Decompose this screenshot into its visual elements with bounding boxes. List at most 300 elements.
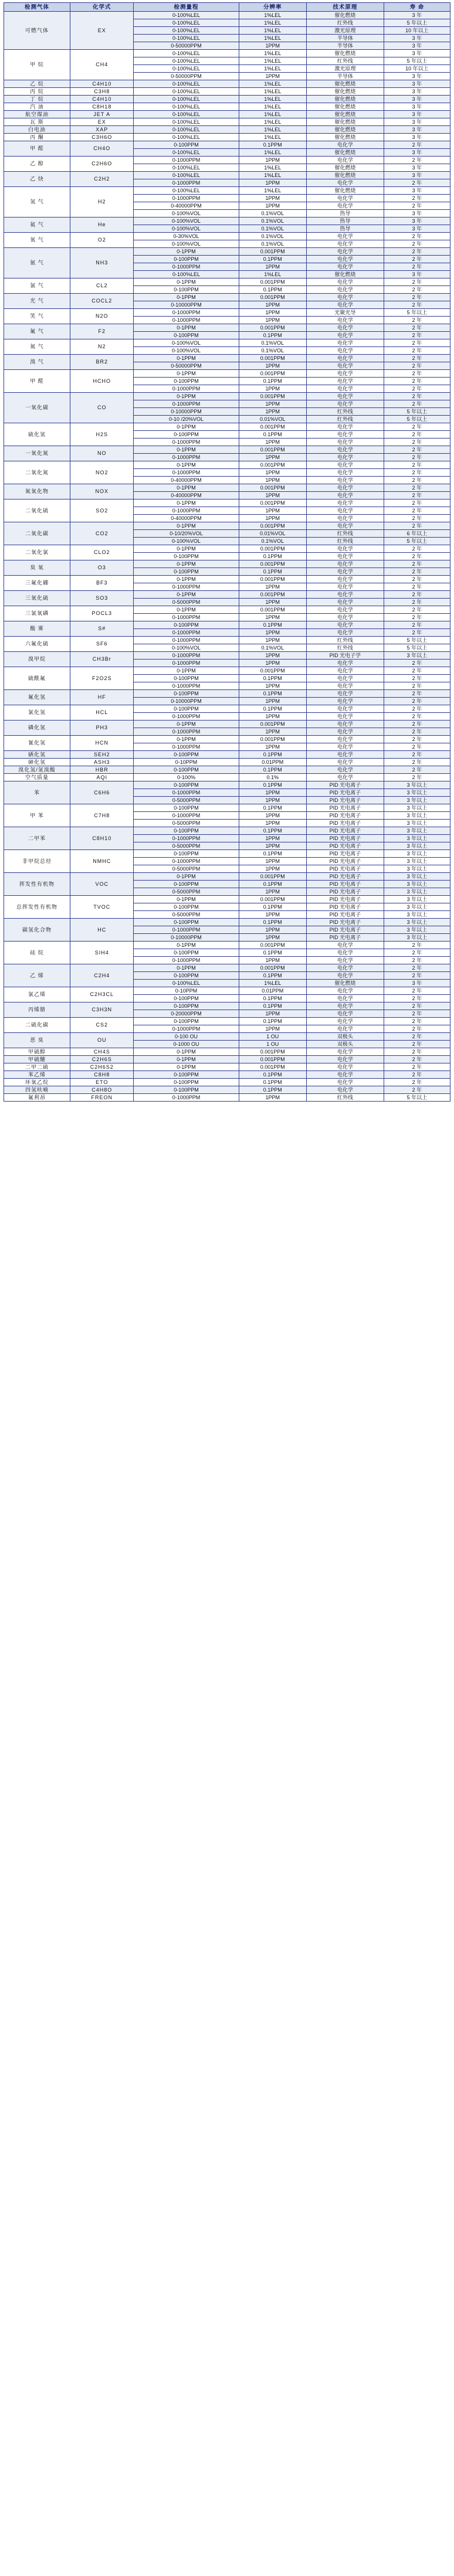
cell-gas-name: 白电油 (4, 126, 70, 134)
cell-detection-range: 0-40000PPM (134, 515, 239, 522)
cell-lifetime: 2 年 (384, 179, 450, 187)
cell-technology: 电化学 (306, 682, 384, 690)
cell-detection-range: 0-100%LEL (134, 126, 239, 134)
table-row (4, 233, 450, 240)
cell-detection-range: 0-1000PPM (134, 1025, 239, 1033)
cell-resolution: 1PPM (239, 835, 306, 842)
cell-chemical-formula: SEH2 (70, 751, 134, 759)
cell-resolution: 1PPM (239, 858, 306, 865)
cell-lifetime: 2 年 (384, 240, 450, 248)
cell-chemical-formula: CH4 (70, 50, 134, 80)
cell-technology: 电化学 (306, 256, 384, 263)
cell-lifetime: 2 年 (384, 728, 450, 736)
cell-lifetime: 5 年以上 (384, 637, 450, 644)
cell-detection-range: 0-100PPM (134, 621, 239, 629)
cell-resolution: 0.1PPM (239, 881, 306, 888)
cell-detection-range: 0-20000PPM (134, 1010, 239, 1018)
cell-technology: 电化学 (306, 522, 384, 530)
cell-resolution: 1PPM (239, 842, 306, 850)
cell-technology: PID 光电离子 (306, 804, 384, 812)
cell-chemical-formula: CO2 (70, 522, 134, 545)
cell-resolution: 1PPM (239, 362, 306, 370)
cell-technology: 电化学 (306, 629, 384, 637)
cell-technology: 电化学 (306, 141, 384, 149)
cell-detection-range: 0-1PPM (134, 278, 239, 286)
cell-detection-range: 0-100PPM (134, 378, 239, 385)
cell-lifetime: 3 年 (384, 73, 450, 80)
cell-detection-range: 0-100%LEL (134, 187, 239, 195)
cell-lifetime: 3 年以上 (384, 652, 450, 660)
cell-technology: 电化学 (306, 378, 384, 385)
cell-lifetime: 2 年 (384, 339, 450, 347)
cell-chemical-formula: C3H3N (70, 1002, 134, 1018)
table-row (4, 1063, 450, 1071)
cell-technology: 电化学 (306, 1071, 384, 1079)
cell-resolution: 0.001PPM (239, 324, 306, 332)
cell-technology: PID 光电离子 (306, 850, 384, 858)
cell-detection-range: 0-100PPM (134, 766, 239, 774)
cell-chemical-formula: NO2 (70, 461, 134, 484)
table-row (4, 621, 450, 629)
table-row (4, 690, 450, 698)
table-row (4, 522, 450, 530)
cell-resolution: 0.001PPM (239, 294, 306, 301)
cell-technology: 催化燃烧 (306, 50, 384, 57)
cell-technology: 电化学 (306, 728, 384, 736)
cell-detection-range: 0-1000PPM (134, 583, 239, 591)
cell-detection-range: 0-100%VOL (134, 218, 239, 225)
cell-technology: 电化学 (306, 157, 384, 164)
cell-gas-name: 环氧乙烷 (4, 1079, 70, 1086)
cell-lifetime: 2 年 (384, 385, 450, 393)
cell-detection-range: 0-1000PPM (134, 660, 239, 667)
cell-lifetime: 2 年 (384, 972, 450, 980)
cell-detection-range: 0-100%LEL (134, 65, 239, 73)
cell-resolution: 1PPM (239, 652, 306, 660)
cell-lifetime: 2 年 (384, 995, 450, 1002)
cell-resolution: 0.1PPM (239, 286, 306, 294)
cell-technology: 催化燃烧 (306, 980, 384, 987)
cell-gas-name: 氨 气 (4, 248, 70, 278)
cell-technology: 电化学 (306, 301, 384, 309)
cell-chemical-formula: HBR (70, 766, 134, 774)
cell-technology: 电化学 (306, 599, 384, 606)
table-row (4, 545, 450, 553)
cell-lifetime: 3 年以上 (384, 919, 450, 926)
cell-technology: 电化学 (306, 515, 384, 522)
cell-gas-name: 二氧化硫 (4, 499, 70, 522)
cell-lifetime: 2 年 (384, 675, 450, 682)
table-row (4, 461, 450, 469)
cell-chemical-formula: VOC (70, 873, 134, 896)
col-header-range: 检测量程 (134, 3, 239, 12)
cell-lifetime: 3 年以上 (384, 934, 450, 942)
cell-resolution: 1PPM (239, 202, 306, 210)
cell-resolution: 0.001PPM (239, 1048, 306, 1056)
table-row (4, 721, 450, 728)
cell-detection-range: 0-1000PPM (134, 629, 239, 637)
cell-detection-range: 0-1000PPM (134, 835, 239, 842)
cell-lifetime: 2 年 (384, 423, 450, 431)
table-row (4, 759, 450, 766)
cell-technology: PID 光电离子 (306, 919, 384, 926)
cell-gas-name: 甲 醛 (4, 370, 70, 393)
cell-lifetime: 2 年 (384, 324, 450, 332)
cell-technology: 催化燃烧 (306, 96, 384, 103)
cell-technology: 电化学 (306, 499, 384, 507)
cell-resolution: 0.1%VOL (239, 233, 306, 240)
cell-technology: 电化学 (306, 660, 384, 667)
cell-detection-range: 0-100%LEL (134, 271, 239, 278)
cell-resolution: 1%LEL (239, 12, 306, 19)
cell-chemical-formula: C6H6 (70, 781, 134, 804)
cell-technology: 电化学 (306, 385, 384, 393)
cell-detection-range: 0-1PPM (134, 560, 239, 568)
cell-lifetime: 2 年 (384, 1002, 450, 1010)
cell-detection-range: 0-40000PPM (134, 202, 239, 210)
cell-lifetime: 2 年 (384, 286, 450, 294)
cell-lifetime: 3 年 (384, 80, 450, 88)
cell-technology: 电化学 (306, 1018, 384, 1025)
cell-gas-name: 二甲苯 (4, 827, 70, 850)
cell-resolution: 0.001PPM (239, 576, 306, 583)
cell-gas-name: 一氧化碳 (4, 393, 70, 423)
cell-chemical-formula: HCHO (70, 370, 134, 393)
cell-resolution: 0.1PPM (239, 378, 306, 385)
cell-lifetime: 3 年以上 (384, 842, 450, 850)
cell-detection-range: 0-1PPM (134, 591, 239, 599)
cell-chemical-formula: TVOC (70, 896, 134, 919)
cell-gas-name: 瓦 斯 (4, 118, 70, 126)
cell-technology: PID 光电离子 (306, 781, 384, 789)
cell-resolution: 1PPM (239, 888, 306, 896)
cell-resolution: 0.1PPM (239, 919, 306, 926)
cell-technology: 半导体 (306, 73, 384, 80)
cell-lifetime: 3 年 (384, 50, 450, 57)
cell-lifetime: 2 年 (384, 660, 450, 667)
table-row (4, 896, 450, 903)
cell-gas-name: 甲 醛 (4, 141, 70, 157)
cell-lifetime: 2 年 (384, 583, 450, 591)
cell-lifetime: 2 年 (384, 759, 450, 766)
cell-lifetime: 2 年 (384, 942, 450, 949)
cell-lifetime: 2 年 (384, 1056, 450, 1063)
cell-technology: 电化学 (306, 766, 384, 774)
cell-chemical-formula: C2H6S2 (70, 1063, 134, 1071)
cell-detection-range: 0-10PPM (134, 759, 239, 766)
cell-chemical-formula: HF (70, 690, 134, 705)
cell-gas-name: 光 气 (4, 294, 70, 309)
cell-resolution: 1%LEL (239, 134, 306, 141)
cell-technology: 电化学 (306, 362, 384, 370)
table-row (4, 705, 450, 713)
cell-lifetime: 5 年以上 (384, 644, 450, 652)
cell-detection-range: 0-100PPM (134, 827, 239, 835)
table-row (4, 141, 450, 149)
table-row (4, 111, 450, 118)
cell-lifetime: 2 年 (384, 317, 450, 324)
cell-gas-name: 空气质量 (4, 774, 70, 781)
cell-detection-range: 0-100PPM (134, 1002, 239, 1010)
cell-resolution: 1PPM (239, 957, 306, 964)
cell-technology: PID 光电离子 (306, 896, 384, 903)
table-body (4, 12, 450, 1102)
cell-resolution: 1%LEL (239, 96, 306, 103)
cell-technology: 电化学 (306, 721, 384, 728)
cell-lifetime: 3 年 (384, 134, 450, 141)
cell-resolution: 0.001PPM (239, 370, 306, 378)
table-row (4, 484, 450, 492)
cell-technology: 电化学 (306, 355, 384, 362)
cell-lifetime: 2 年 (384, 256, 450, 263)
table-row (4, 987, 450, 995)
cell-gas-name: 可燃气体 (4, 12, 70, 50)
cell-detection-range: 0-1000PPM (134, 957, 239, 964)
table-row (4, 134, 450, 141)
cell-detection-range: 0-1PPM (134, 370, 239, 378)
cell-lifetime: 2 年 (384, 278, 450, 286)
cell-gas-name: 溴化氢/氢溴酸 (4, 766, 70, 774)
cell-technology: 电化学 (306, 400, 384, 408)
cell-lifetime: 2 年 (384, 774, 450, 781)
cell-technology: 双极头 (306, 1041, 384, 1048)
cell-lifetime: 2 年 (384, 461, 450, 469)
cell-lifetime: 2 年 (384, 301, 450, 309)
cell-technology: 催化燃烧 (306, 88, 384, 96)
cell-technology: PID 光电子学 (306, 652, 384, 660)
cell-lifetime: 3 年 (384, 187, 450, 195)
cell-chemical-formula: C8H8 (70, 1071, 134, 1079)
cell-technology: 电化学 (306, 202, 384, 210)
cell-detection-range: 0-10PPM (134, 987, 239, 995)
cell-detection-range: 0-100PPM (134, 1071, 239, 1079)
cell-detection-range: 0-100PPM (134, 1018, 239, 1025)
table-row (4, 172, 450, 179)
table-row (4, 12, 450, 19)
cell-lifetime: 2 年 (384, 682, 450, 690)
cell-lifetime: 2 年 (384, 1010, 450, 1018)
cell-gas-name: 氢 气 (4, 187, 70, 218)
cell-gas-name: 氦 气 (4, 218, 70, 233)
cell-detection-range: 0-100%LEL (134, 80, 239, 88)
cell-resolution: 1PPM (239, 934, 306, 942)
cell-detection-range: 0-50000PPM (134, 42, 239, 50)
table-row (4, 1056, 450, 1063)
cell-resolution: 0.001PPM (239, 560, 306, 568)
cell-detection-range: 0-100%LEL (134, 50, 239, 57)
cell-detection-range: 0-100PPM (134, 850, 239, 858)
cell-lifetime: 5 年以上 (384, 309, 450, 317)
cell-resolution: 1PPM (239, 1010, 306, 1018)
cell-resolution: 0.1PPM (239, 1002, 306, 1010)
cell-technology: PID 光电离子 (306, 835, 384, 842)
cell-lifetime: 2 年 (384, 766, 450, 774)
cell-lifetime: 2 年 (384, 400, 450, 408)
cell-chemical-formula: N2O (70, 309, 134, 324)
cell-gas-name: 苯 (4, 781, 70, 804)
cell-detection-range: 0-1PPM (134, 324, 239, 332)
cell-detection-range: 0-100PPM (134, 141, 239, 149)
cell-gas-name: 氟 气 (4, 324, 70, 339)
cell-resolution: 1PPM (239, 309, 306, 317)
cell-technology: 电化学 (306, 751, 384, 759)
cell-lifetime: 3 年以上 (384, 850, 450, 858)
cell-technology: 电化学 (306, 1048, 384, 1056)
cell-lifetime: 3 年以上 (384, 865, 450, 873)
cell-resolution: 0.1%VOL (239, 240, 306, 248)
cell-lifetime: 2 年 (384, 141, 450, 149)
cell-resolution: 1%LEL (239, 80, 306, 88)
table-row (4, 1071, 450, 1079)
cell-chemical-formula: EX (70, 118, 134, 126)
cell-lifetime: 2 年 (384, 263, 450, 271)
cell-resolution: 1PPM (239, 301, 306, 309)
cell-gas-name: 溴 气 (4, 355, 70, 370)
cell-resolution: 1%LEL (239, 149, 306, 157)
cell-resolution: 0.001PPM (239, 545, 306, 553)
cell-lifetime: 2 年 (384, 1018, 450, 1025)
cell-technology: 电化学 (306, 469, 384, 477)
table-row (4, 370, 450, 378)
cell-resolution: 1PPM (239, 614, 306, 621)
cell-gas-name: 氧 气 (4, 233, 70, 248)
cell-technology: 电化学 (306, 179, 384, 187)
cell-detection-range: 0-40000PPM (134, 477, 239, 484)
table-row (4, 850, 450, 858)
cell-detection-range: 0-100 OU (134, 1033, 239, 1041)
cell-detection-range: 0-100%LEL (134, 164, 239, 172)
cell-lifetime: 2 年 (384, 1033, 450, 1041)
cell-resolution: 0.001PPM (239, 461, 306, 469)
cell-lifetime: 2 年 (384, 1086, 450, 1094)
cell-detection-range: 0-100%VOL (134, 347, 239, 355)
cell-lifetime: 2 年 (384, 949, 450, 957)
cell-lifetime: 2 年 (384, 987, 450, 995)
cell-gas-name: 氟利昂 (4, 1094, 70, 1102)
cell-technology: PID 光电离子 (306, 911, 384, 919)
cell-lifetime: 5 年以上 (384, 408, 450, 416)
cell-technology: PID 光电离子 (306, 865, 384, 873)
cell-resolution: 1PPM (239, 1025, 306, 1033)
cell-detection-range: 0-100%LEL (134, 27, 239, 35)
cell-resolution: 0.1PPM (239, 1071, 306, 1079)
cell-lifetime: 2 年 (384, 621, 450, 629)
cell-lifetime: 2 年 (384, 599, 450, 606)
cell-gas-name: 乙 醇 (4, 157, 70, 172)
cell-detection-range: 0-1PPM (134, 522, 239, 530)
cell-technology: 电化学 (306, 591, 384, 599)
cell-detection-range: 0-30%VOL (134, 233, 239, 240)
cell-detection-range: 0-1000PPM (134, 195, 239, 202)
cell-gas-name: 一氧化氮 (4, 446, 70, 461)
cell-detection-range: 0-1PPM (134, 499, 239, 507)
table-row (4, 560, 450, 568)
cell-resolution: 0.1%VOL (239, 225, 306, 233)
cell-detection-range: 0-5000PPM (134, 888, 239, 896)
table-row (4, 1018, 450, 1025)
cell-chemical-formula: CL2 (70, 278, 134, 294)
cell-resolution: 1PPM (239, 797, 306, 804)
cell-detection-range: 0-5000PPM (134, 599, 239, 606)
cell-lifetime: 6 年以上 (384, 530, 450, 538)
cell-technology: 电化学 (306, 987, 384, 995)
cell-gas-name: 苯乙烯 (4, 1071, 70, 1079)
cell-gas-name: 磷化氢 (4, 721, 70, 736)
cell-lifetime: 2 年 (384, 1048, 450, 1056)
cell-technology: PID 光电离子 (306, 789, 384, 797)
cell-chemical-formula: O3 (70, 560, 134, 576)
cell-lifetime: 2 年 (384, 751, 450, 759)
cell-lifetime: 2 年 (384, 690, 450, 698)
cell-lifetime: 3 年 (384, 271, 450, 278)
cell-gas-name: 氰化氢 (4, 736, 70, 751)
table-row (4, 919, 450, 926)
cell-resolution: 0.001PPM (239, 484, 306, 492)
cell-technology: PID 光电离子 (306, 797, 384, 804)
cell-detection-range: 0-100PPM (134, 919, 239, 926)
cell-lifetime: 3 年以上 (384, 812, 450, 820)
cell-technology: 红外线 (306, 530, 384, 538)
cell-detection-range: 0-1PPM (134, 393, 239, 400)
cell-technology: 催化燃烧 (306, 80, 384, 88)
cell-technology: 光聚光导 (306, 309, 384, 317)
cell-resolution: 1PPM (239, 385, 306, 393)
cell-lifetime: 3 年以上 (384, 858, 450, 865)
table-row (4, 1086, 450, 1094)
cell-lifetime: 5 年以上 (384, 538, 450, 545)
cell-detection-range: 0-40000PPM (134, 492, 239, 499)
cell-chemical-formula: COCL2 (70, 294, 134, 309)
cell-detection-range: 0-1000PPM (134, 713, 239, 721)
cell-resolution: 0.1%VOL (239, 339, 306, 347)
cell-resolution: 0.001PPM (239, 736, 306, 743)
cell-lifetime: 2 年 (384, 522, 450, 530)
cell-chemical-formula: F2O2S (70, 667, 134, 690)
cell-technology: 电化学 (306, 1002, 384, 1010)
cell-technology: 电化学 (306, 324, 384, 332)
cell-technology: 催化燃烧 (306, 149, 384, 157)
cell-lifetime: 3 年 (384, 218, 450, 225)
cell-gas-name: 溴甲烷 (4, 652, 70, 667)
cell-resolution: 1PPM (239, 911, 306, 919)
cell-detection-range: 0-100%LEL (134, 96, 239, 103)
cell-lifetime: 2 年 (384, 743, 450, 751)
cell-resolution: 1PPM (239, 682, 306, 690)
cell-lifetime: 2 年 (384, 553, 450, 560)
cell-gas-name: 二甲二硫 (4, 1063, 70, 1071)
cell-resolution: 0.001PPM (239, 1056, 306, 1063)
table-row (4, 774, 450, 781)
table-row (4, 652, 450, 660)
cell-technology: 电化学 (306, 492, 384, 499)
cell-chemical-formula: HC (70, 919, 134, 942)
table-row (4, 218, 450, 225)
cell-lifetime: 3 年以上 (384, 804, 450, 812)
col-header-resolution: 分辨率 (239, 3, 306, 12)
table-row (4, 339, 450, 347)
cell-technology: 电化学 (306, 964, 384, 972)
cell-technology: PID 光电离子 (306, 858, 384, 865)
table-row (4, 591, 450, 599)
cell-gas-name: 笑 气 (4, 309, 70, 324)
cell-chemical-formula: ETO (70, 1079, 134, 1086)
cell-lifetime: 3 年 (384, 210, 450, 218)
cell-lifetime: 3 年以上 (384, 911, 450, 919)
cell-detection-range: 0-10000PPM (134, 934, 239, 942)
cell-resolution: 1PPM (239, 713, 306, 721)
cell-lifetime: 2 年 (384, 515, 450, 522)
table-row (4, 423, 450, 431)
